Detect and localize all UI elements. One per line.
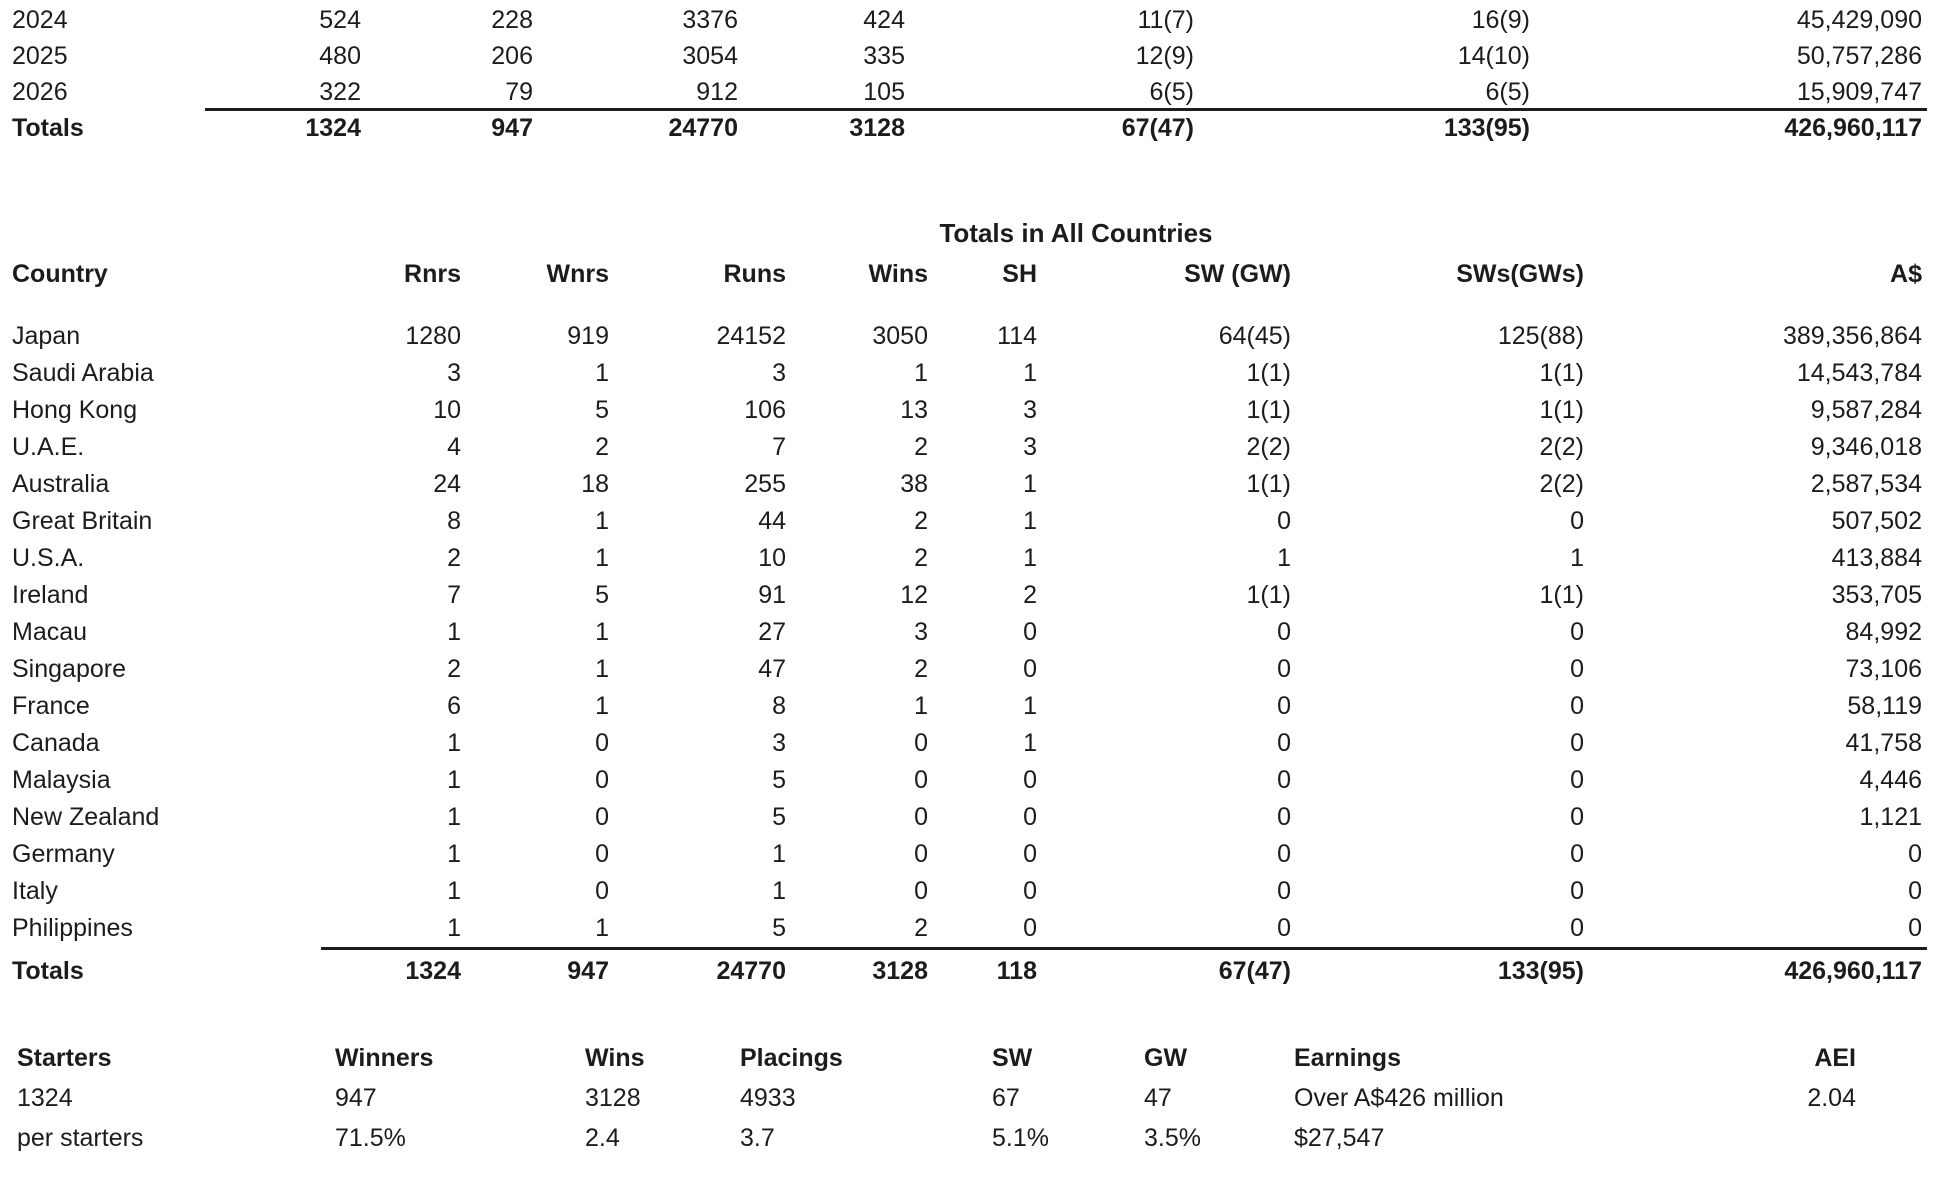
- row-label-cell: per starters: [17, 1123, 144, 1152]
- row-label-cell: Saudi Arabia: [12, 359, 154, 387]
- country-row: [12, 651, 1922, 688]
- value-cell: 0: [1023, 618, 1037, 646]
- value-cell: 507,502: [1831, 507, 1922, 535]
- value-cell: 64(45): [1218, 322, 1291, 350]
- value-cell: 114: [997, 322, 1037, 350]
- col-header-wins-summary: Wins: [585, 1043, 645, 1072]
- value-cell: 1(1): [1246, 396, 1291, 424]
- col-header-aei: AEI: [1814, 1043, 1856, 1072]
- value-cell: 2(2): [1246, 433, 1291, 461]
- value-cell: 1: [595, 914, 609, 942]
- value-cell: 1324: [305, 113, 361, 142]
- value-cell: 0: [1277, 840, 1291, 868]
- value-cell: 335: [863, 41, 905, 70]
- value-cell: 2: [447, 544, 461, 572]
- value-cell: 1: [447, 766, 461, 794]
- value-cell: 0: [1277, 655, 1291, 683]
- value-cell: 2: [595, 433, 609, 461]
- value-cell: 0: [1277, 507, 1291, 535]
- value-cell: 0: [595, 729, 609, 757]
- value-cell: 8: [772, 692, 786, 720]
- col-header-gw: GW: [1144, 1043, 1188, 1072]
- value-cell: 6(5): [1485, 77, 1530, 106]
- value-cell: 105: [863, 77, 905, 106]
- row-label-cell: Singapore: [12, 655, 126, 683]
- value-cell: 2,587,534: [1810, 470, 1922, 498]
- row-label-cell: U.S.A.: [12, 544, 85, 572]
- value-cell: 1280: [405, 322, 461, 350]
- value-cell: 106: [744, 396, 786, 424]
- country-row: [12, 836, 1922, 873]
- row-label-cell: Totals: [12, 957, 84, 985]
- value-cell: 58,119: [1847, 692, 1922, 720]
- value-cell: 7: [772, 433, 786, 461]
- value-cell: 0: [1023, 877, 1037, 905]
- value-cell: 3: [772, 359, 786, 387]
- value-cell: 0: [1277, 914, 1291, 942]
- value-cell: 5: [595, 581, 609, 609]
- value-cell: 0: [1023, 803, 1037, 831]
- value-cell: 1(1): [1246, 470, 1291, 498]
- value-cell: 0: [914, 729, 928, 757]
- row-label-cell: 2026: [12, 77, 68, 106]
- value-cell: 1: [1570, 544, 1584, 572]
- value-cell: 1: [772, 877, 786, 905]
- value-cell: 1: [447, 618, 461, 646]
- value-cell: 1: [595, 359, 609, 387]
- value-cell: 3: [447, 359, 461, 387]
- value-cell: 424: [863, 5, 905, 34]
- value-cell: 133(95): [1443, 113, 1530, 142]
- yearly-row: [12, 38, 1922, 74]
- country-row: [12, 577, 1922, 614]
- value-cell: 1: [772, 840, 786, 868]
- value-cell: 524: [319, 5, 361, 34]
- country-row: [12, 762, 1922, 799]
- value-cell: 6(5): [1149, 77, 1194, 106]
- value-cell: 1: [595, 507, 609, 535]
- col-header-earnings: Earnings: [1294, 1043, 1401, 1072]
- yearly-row: [12, 74, 1922, 110]
- value-cell: 426,960,117: [1784, 113, 1922, 142]
- value-cell: 1: [1023, 470, 1037, 498]
- value-cell: 1: [1277, 544, 1291, 572]
- col-header-rnrs: Rnrs: [404, 259, 461, 288]
- value-cell: 1: [595, 618, 609, 646]
- value-cell: 1: [595, 544, 609, 572]
- row-label-cell: Ireland: [12, 581, 89, 609]
- value-cell: 0: [1277, 729, 1291, 757]
- value-cell: 133(95): [1497, 957, 1584, 985]
- value-cell: 3128: [849, 113, 905, 142]
- value-cell: 1: [447, 729, 461, 757]
- value-cell: 413,884: [1831, 544, 1922, 572]
- country-row: [12, 873, 1922, 910]
- value-cell: 919: [567, 322, 609, 350]
- value-cell: 5: [595, 396, 609, 424]
- value-cell: 24: [433, 470, 461, 498]
- summary-row: [17, 1078, 1856, 1118]
- value-cell: 228: [491, 5, 533, 34]
- value-cell: 4,446: [1859, 766, 1922, 794]
- col-header-runs: Runs: [723, 259, 786, 288]
- value-cell: 0: [1023, 840, 1037, 868]
- value-cell: 2: [447, 655, 461, 683]
- value-cell: 15,909,747: [1796, 77, 1922, 106]
- row-label-cell: 2025: [12, 41, 68, 70]
- value-cell: 1: [447, 803, 461, 831]
- col-header-sh: SH: [1002, 259, 1037, 288]
- row-label-cell: U.A.E.: [12, 433, 85, 461]
- value-cell: 4933: [740, 1083, 796, 1112]
- value-cell: 947: [335, 1083, 377, 1112]
- value-cell: 353,705: [1831, 581, 1922, 609]
- value-cell: 3: [914, 618, 928, 646]
- country-row: [12, 910, 1922, 947]
- country-row: [12, 429, 1922, 466]
- row-label-cell: Italy: [12, 877, 58, 905]
- value-cell: 1: [447, 914, 461, 942]
- value-cell: 1(1): [1539, 396, 1584, 424]
- value-cell: 67(47): [1121, 113, 1194, 142]
- col-header-placings: Placings: [740, 1043, 843, 1072]
- value-cell: 480: [319, 41, 361, 70]
- col-header-winners: Winners: [335, 1043, 434, 1072]
- summary-row: [17, 1118, 1856, 1158]
- col-header-sw-gw: SW (GW): [1184, 259, 1291, 288]
- yearly-totals-row: [12, 110, 1922, 146]
- value-cell: 0: [1570, 618, 1584, 646]
- value-cell: 0: [914, 877, 928, 905]
- value-cell: 1: [1023, 507, 1037, 535]
- value-cell: 0: [1570, 729, 1584, 757]
- row-label-cell: Malaysia: [12, 766, 111, 794]
- value-cell: 426,960,117: [1784, 957, 1922, 985]
- value-cell: 27: [758, 618, 786, 646]
- value-cell: 322: [319, 77, 361, 106]
- value-cell: 389,356,864: [1782, 322, 1922, 350]
- col-header-wnrs: Wnrs: [546, 259, 609, 288]
- value-cell: [1600, 1118, 1856, 1158]
- country-row: [12, 540, 1922, 577]
- value-cell: 10: [433, 396, 461, 424]
- country-row: [12, 466, 1922, 503]
- country-row: [12, 355, 1922, 392]
- value-cell: 3376: [682, 5, 738, 34]
- value-cell: 1324: [405, 957, 461, 985]
- value-cell: 24152: [716, 322, 786, 350]
- value-cell: 47: [758, 655, 786, 683]
- value-cell: Over A$426 million: [1294, 1083, 1504, 1112]
- value-cell: 1: [595, 692, 609, 720]
- value-cell: 12: [900, 581, 928, 609]
- country-row: [12, 725, 1922, 762]
- summary-table-header: [17, 1038, 1856, 1078]
- value-cell: 67: [992, 1083, 1020, 1112]
- row-label-cell: Macau: [12, 618, 88, 646]
- row-label-cell: New Zealand: [12, 803, 160, 831]
- value-cell: 1: [595, 655, 609, 683]
- value-cell: 44: [758, 507, 786, 535]
- value-cell: 3050: [872, 322, 928, 350]
- row-label-cell: France: [12, 692, 90, 720]
- value-cell: 2: [914, 655, 928, 683]
- row-label-cell: Totals: [12, 113, 84, 142]
- value-cell: 14,543,784: [1796, 359, 1922, 387]
- value-cell: 0: [595, 840, 609, 868]
- summary-table: [17, 1038, 1856, 1158]
- value-cell: 0: [595, 766, 609, 794]
- value-cell: 1: [1023, 359, 1037, 387]
- row-label-cell: Canada: [12, 729, 100, 757]
- countries-table-header: [12, 256, 1922, 292]
- value-cell: 12(9): [1135, 41, 1194, 70]
- value-cell: 206: [491, 41, 533, 70]
- value-cell: 2: [914, 433, 928, 461]
- country-row: [12, 614, 1922, 651]
- value-cell: 2: [1023, 581, 1037, 609]
- value-cell: 6: [447, 692, 461, 720]
- value-cell: 0: [1023, 914, 1037, 942]
- value-cell: 24770: [716, 957, 786, 985]
- value-cell: 0: [1570, 840, 1584, 868]
- countries-table: [12, 256, 1922, 990]
- value-cell: 0: [1570, 692, 1584, 720]
- row-label-cell: Hong Kong: [12, 396, 138, 424]
- value-cell: 0: [1570, 507, 1584, 535]
- value-cell: 3: [1023, 433, 1037, 461]
- value-cell: 1: [914, 692, 928, 720]
- value-cell: 38: [900, 470, 928, 498]
- value-cell: 3.5%: [1144, 1123, 1201, 1152]
- row-label-cell: 1324: [17, 1083, 73, 1112]
- value-cell: 0: [1570, 655, 1584, 683]
- value-cell: 3054: [682, 41, 738, 70]
- col-header-aud: A$: [1890, 259, 1922, 288]
- value-cell: 3: [1023, 396, 1037, 424]
- value-cell: 3128: [872, 957, 928, 985]
- col-header-wins: Wins: [868, 259, 928, 288]
- value-cell: 947: [491, 113, 533, 142]
- value-cell: 5: [772, 803, 786, 831]
- value-cell: 0: [595, 803, 609, 831]
- country-row: [12, 799, 1922, 836]
- value-cell: 0: [1570, 914, 1584, 942]
- country-row: [12, 688, 1922, 725]
- value-cell: 0: [1277, 877, 1291, 905]
- value-cell: 1: [914, 359, 928, 387]
- totals-divider-line: [205, 108, 1927, 111]
- value-cell: 2(2): [1539, 470, 1584, 498]
- row-label-cell: Japan: [12, 322, 81, 350]
- value-cell: 2(2): [1539, 433, 1584, 461]
- col-header-sws-gws: SWs(GWs): [1456, 259, 1584, 288]
- value-cell: 50,757,286: [1796, 41, 1922, 70]
- value-cell: 0: [914, 840, 928, 868]
- value-cell: 0: [1023, 766, 1037, 794]
- value-cell: 67(47): [1218, 957, 1291, 985]
- value-cell: 1(1): [1246, 359, 1291, 387]
- value-cell: 1: [1023, 692, 1037, 720]
- value-cell: 14(10): [1457, 41, 1530, 70]
- value-cell: 45,429,090: [1796, 5, 1922, 34]
- yearly-totals-table: [12, 2, 1922, 146]
- col-header-country: Country: [12, 259, 108, 288]
- value-cell: 0: [1277, 766, 1291, 794]
- value-cell: 0: [1277, 618, 1291, 646]
- value-cell: 84,992: [1845, 618, 1922, 646]
- value-cell: 0: [1570, 803, 1584, 831]
- value-cell: 91: [758, 581, 786, 609]
- value-cell: 3.7: [740, 1123, 775, 1152]
- value-cell: 5.1%: [992, 1123, 1049, 1152]
- countries-totals-row: [12, 953, 1922, 990]
- value-cell: 1: [447, 877, 461, 905]
- value-cell: 0: [914, 766, 928, 794]
- row-label-cell: Philippines: [12, 914, 133, 942]
- country-row: [12, 503, 1922, 540]
- value-cell: 16(9): [1471, 5, 1530, 34]
- countries-section-title: Totals in All Countries: [939, 218, 1213, 248]
- value-cell: 10: [758, 544, 786, 572]
- value-cell: 0: [914, 803, 928, 831]
- value-cell: 73,106: [1845, 655, 1922, 683]
- value-cell: 0: [1908, 877, 1922, 905]
- value-cell: 912: [696, 77, 738, 106]
- col-header-starters: Starters: [17, 1043, 112, 1072]
- value-cell: 1: [1023, 544, 1037, 572]
- col-header-sw: SW: [992, 1043, 1033, 1072]
- value-cell: 0: [1908, 840, 1922, 868]
- value-cell: 1(1): [1246, 581, 1291, 609]
- value-cell: 0: [1570, 877, 1584, 905]
- value-cell: $27,547: [1294, 1123, 1385, 1152]
- value-cell: 24770: [668, 113, 738, 142]
- value-cell: 1,121: [1859, 803, 1922, 831]
- value-cell: 0: [1570, 766, 1584, 794]
- value-cell: 2.4: [585, 1123, 620, 1152]
- value-cell: 11(7): [1137, 5, 1194, 34]
- yearly-row: [12, 2, 1922, 38]
- value-cell: 41,758: [1845, 729, 1922, 757]
- value-cell: 947: [567, 957, 609, 985]
- country-row: [12, 318, 1922, 355]
- value-cell: 1(1): [1539, 359, 1584, 387]
- value-cell: 2: [914, 914, 928, 942]
- value-cell: 71.5%: [335, 1123, 406, 1152]
- value-cell: 1: [447, 840, 461, 868]
- row-label-cell: Germany: [12, 840, 115, 868]
- value-cell: 18: [581, 470, 609, 498]
- value-cell: 5: [772, 766, 786, 794]
- value-cell: 0: [1277, 692, 1291, 720]
- value-cell: 3128: [585, 1083, 641, 1112]
- value-cell: 7: [447, 581, 461, 609]
- value-cell: 9,587,284: [1810, 396, 1922, 424]
- value-cell: 0: [1023, 655, 1037, 683]
- value-cell: 255: [744, 470, 786, 498]
- row-label-cell: 2024: [12, 5, 68, 34]
- value-cell: 1: [1023, 729, 1037, 757]
- value-cell: 2: [914, 507, 928, 535]
- value-cell: 125(88): [1497, 322, 1584, 350]
- value-cell: 13: [900, 396, 928, 424]
- countries-totals-divider-line: [321, 947, 1927, 950]
- value-cell: 79: [505, 77, 533, 106]
- value-cell: 3: [772, 729, 786, 757]
- value-cell: 118: [996, 957, 1037, 985]
- value-cell: 0: [1277, 803, 1291, 831]
- row-label-cell: Australia: [12, 470, 110, 498]
- value-cell: 0: [595, 877, 609, 905]
- value-cell: 2.04: [1807, 1083, 1856, 1112]
- value-cell: 9,346,018: [1810, 433, 1922, 461]
- value-cell: 47: [1144, 1083, 1172, 1112]
- value-cell: 4: [447, 433, 461, 461]
- value-cell: 1(1): [1539, 581, 1584, 609]
- value-cell: 2: [914, 544, 928, 572]
- row-label-cell: Great Britain: [12, 507, 153, 535]
- value-cell: 8: [447, 507, 461, 535]
- country-row: [12, 392, 1922, 429]
- value-cell: 0: [1908, 914, 1922, 942]
- value-cell: 5: [772, 914, 786, 942]
